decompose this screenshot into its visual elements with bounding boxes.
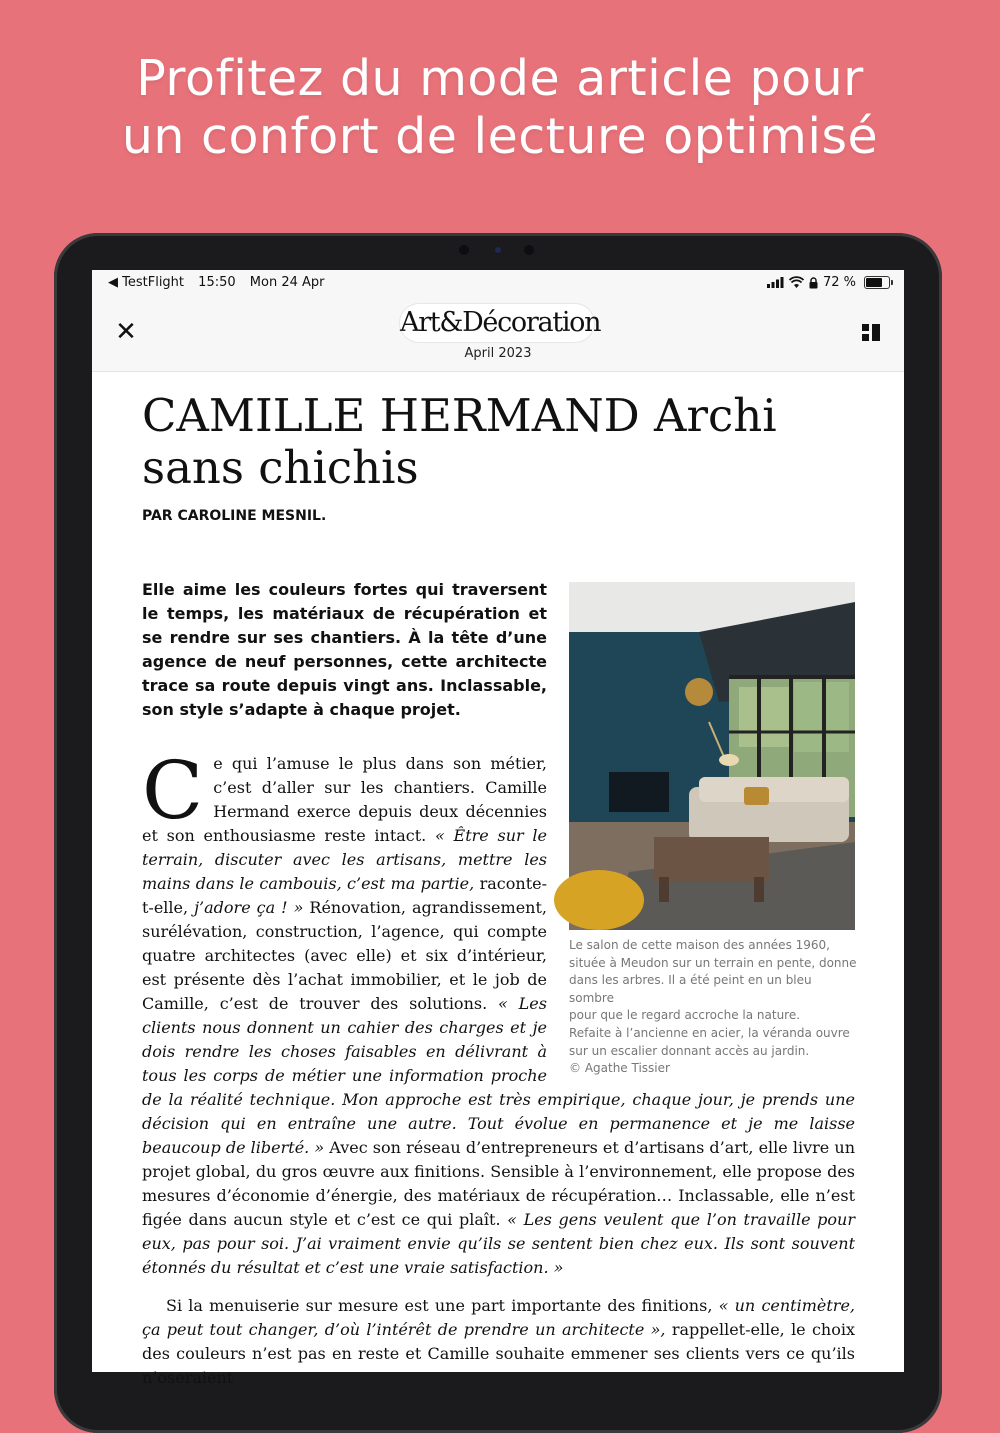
grid-layout-icon[interactable] xyxy=(862,324,880,342)
promo-line-2: un confort de lecture optimisé xyxy=(121,108,879,165)
reader-navbar xyxy=(92,294,904,372)
status-bar xyxy=(92,270,904,294)
body-paragraph-2: Si la menuiserie sur mesure est une part importante des finitions, « un centimètre, ça peut tout changer, d’où l’intérêt de prendre un architecte », rappellet-elle, le choix des couleurs n’est pas en reste et Camille souhaite emmener ses clients vers ce qu’ils n’oseraient xyxy=(142,1296,856,1387)
caption-line: dans les arbres. Il a été peint en un bleu sombre xyxy=(569,973,812,1005)
tablet-frame xyxy=(54,233,942,1433)
close-icon[interactable]: ✕ xyxy=(115,317,137,347)
back-to-app-link[interactable]: ◀ TestFlight xyxy=(108,275,185,290)
article-content xyxy=(92,372,904,1387)
issue-date: April 2023 xyxy=(464,346,532,361)
caption-line: Le salon de cette maison des années 1960, xyxy=(569,938,830,952)
promo-headline xyxy=(0,50,1000,166)
promo-line-1: Profitez du mode article pour xyxy=(136,50,864,107)
lock-rotation-icon xyxy=(809,277,818,289)
battery-icon xyxy=(864,276,890,289)
drop-cap: C xyxy=(142,744,204,837)
article-intro: Elle aime les couleurs fortes qui traversent le temps, les matériaux de récupération et se rendre sur ses chantiers. À la tête d’une agence de neuf personnes, cette architecte trace sa route depuis vingt ans. Inclassable, son style s’adapte à chaque projet. xyxy=(142,580,547,719)
magazine-logo-text: Art&Décoration xyxy=(400,307,601,338)
app-screen xyxy=(92,270,904,1387)
photo-credit: © Agathe Tissier xyxy=(569,1061,670,1076)
front-camera xyxy=(54,243,942,257)
caption-line: située à Meudon sur un terrain en pente, donne xyxy=(569,955,857,970)
article-title: CAMILLE HERMAND Archi sans chichis xyxy=(142,389,777,494)
body-paragraph-1: Ce qui l’amuse le plus dans son métier, c’est d’aller sur les chantiers. Camille Hermand exerce depuis deux décennies et son enthousiasme reste intact. « Être sur le terrain, discuter avec les artisans, mettre les mains dans le cambouis, c’est ma partie, raconte-t-elle, j’adore ça ! » Rénovation, agrandissement, surélévation, construction, l’agence, qui compte quatre architectes (avec elle) et six d’intérieur, est présente dès l’achat immobilier, et le job de Camille, c’est de trouver des solutions. « Les clients nous donnent un cahier des charges et je dois rendre les choses faisables en délivrant à tous les corps de métier une information proche de la réalité technique. Mon approche est très empirique, chaque jour, je prends une décision qui en entraîne une autre. Tout évolue en permanence et je me laisse beaucoup de liberté. » Avec son réseau d’entrepreneurs et d’artisans d’art, elle livre un projet global, du gros œuvre aux finitions. Sensible à l’environnement, elle propose des mesures d’économie d’énergie, des matériaux de récupération… Inclassable, elle n’est figée dans aucun style et c’est ce qui plaît. « Les gens veulent que l’on travaille pour eux, pas pour soi. J’ai vraiment envie qu’ils se sentent bien chez eux. Ils sont souvent étonnés du résultat et c’est une vraie satisfaction. » xyxy=(142,744,856,1277)
magazine-logo[interactable] xyxy=(400,304,601,342)
wifi-icon xyxy=(789,277,804,288)
cellular-signal-icon xyxy=(767,277,784,288)
status-time: 15:50 xyxy=(198,275,236,290)
article-body xyxy=(142,744,856,1390)
caption-line: pour que le regard accroche la nature. xyxy=(569,1008,801,1023)
caption-line: sur un escalier donnant accès au jardin. xyxy=(569,1043,810,1058)
article-byline: PAR CAROLINE MESNIL. xyxy=(142,508,327,524)
battery-percent: 72 % xyxy=(822,275,856,290)
caption-line: Refaite à l’ancienne en acier, la véranda ouvre xyxy=(569,1025,850,1040)
status-date: Mon 24 Apr xyxy=(249,275,325,290)
